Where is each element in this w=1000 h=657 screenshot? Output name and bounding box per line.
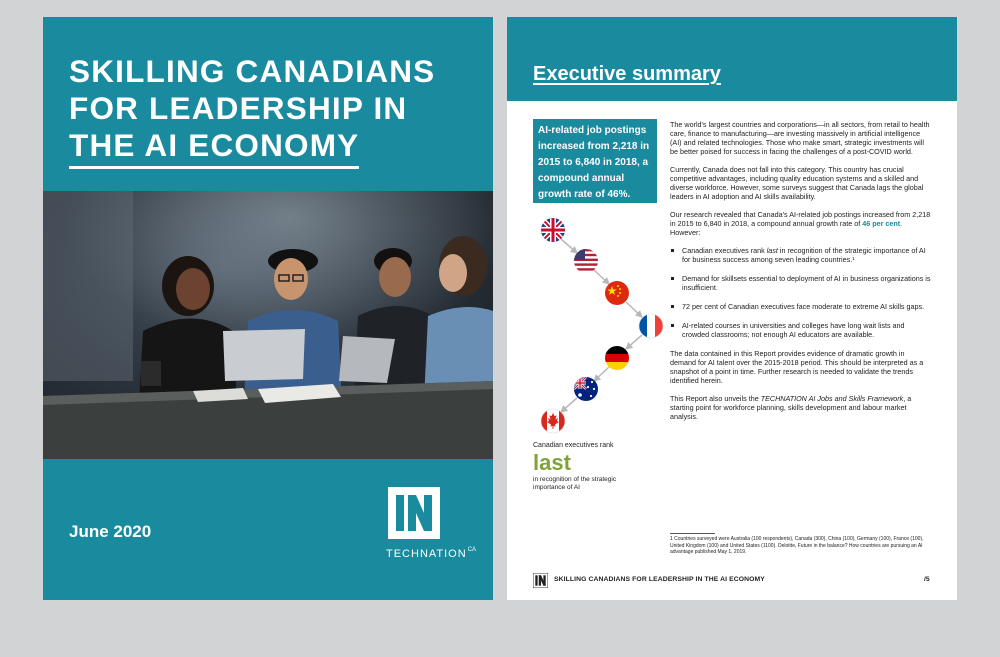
paragraph-research xyxy=(670,210,932,237)
page-number: /5 xyxy=(924,576,930,583)
research-text: Our research revealed that Canada's AI-related job postings increased from 2,218 in 2015 to 6,840 in 2018, a compound annual growth rate of xyxy=(670,210,931,228)
report-cover xyxy=(43,17,493,600)
cover-title xyxy=(69,53,489,169)
summary-body xyxy=(670,120,932,430)
paragraph-closing: The data contained in this Report provides evidence of dramatic growth in demand for AI talent over the 2015-2018 period. This should be interpreted as a snapshot of a point in time. Further research is needed to validate the trends identified herein. xyxy=(670,349,924,385)
findings-list xyxy=(670,246,932,339)
bullet-text: Canadian executives rank xyxy=(682,246,767,255)
logo-text: TECHNATION xyxy=(386,548,467,560)
team-meeting-photo xyxy=(43,191,493,459)
logo-superscript: CA xyxy=(467,547,477,553)
footnote-divider xyxy=(670,533,715,534)
framework-text: This Report also unveils the xyxy=(670,394,761,403)
technation-logo-icon xyxy=(388,487,440,539)
bullet-emphasis: last xyxy=(766,246,778,255)
framework-name: TECHNATION AI Jobs and Skills Framework xyxy=(760,394,904,403)
executive-summary-page xyxy=(507,17,957,600)
list-item: 72 per cent of Canadian executives face moderate to extreme AI skills gaps. xyxy=(670,302,932,311)
list-item: Demand for skillsets essential to deployment of AI in business organizations is insufficient. xyxy=(670,274,932,292)
logo-wordmark xyxy=(386,547,476,560)
footer-title: SKILLING CANADIANS FOR LEADERSHIP IN THE AI ECONOMY xyxy=(554,576,765,583)
research-tail: . However: xyxy=(670,219,903,237)
stat-callout: AI-related job postings increased from 2,218 in 2015 to 6,840 in 2018, a compound annual growth rate of 46%. xyxy=(533,119,657,203)
list-item xyxy=(670,246,932,264)
page-header xyxy=(507,17,957,101)
cover-title-line-1: SKILLING CANADIANS xyxy=(69,53,436,89)
page-heading: Executive summary xyxy=(533,63,721,85)
cover-title-line-2: FOR LEADERSHIP IN xyxy=(69,90,408,126)
list-item: AI-related courses in universities and colleges have long wait lists and crowded classrooms; not enough AI educators are available. xyxy=(670,321,932,339)
country-ranking-flags xyxy=(527,211,667,441)
uk-flag-icon xyxy=(541,218,565,242)
paragraph-canada: Currently, Canada does not fall into this category. This country has crucial competitive advantages, including quality education systems and a skilled and diverse workforce. However, some surveys suggest that Canada lags the global leaders in AI adoption and AI skills availability. xyxy=(670,165,924,201)
germany-flag-icon xyxy=(605,346,629,370)
growth-rate-highlight: 46 per cent xyxy=(862,219,901,228)
rank-value: last xyxy=(533,450,571,475)
australia-flag-icon xyxy=(574,377,598,401)
rank-description: in recognition of the strategic importance of AI xyxy=(533,476,617,491)
footer-logo-icon xyxy=(533,573,548,588)
usa-flag-icon xyxy=(574,249,598,273)
footnote: 1 Countries surveyed were Australia (100 respondents), Canada (300), China (100), Germany (100), France (100), United Kingdom (100) and United States (1100). Deloitte, Future in the balance? How countries are pursuing an AI advantage published May 1, 2019. xyxy=(670,536,924,555)
framework-tail: , a starting point for workforce planning, skills development and labour market analysis. xyxy=(670,394,912,421)
bullet-text-tail: in recognition of the strategic importance of AI for business success among seven leading countries.¹ xyxy=(682,246,926,264)
rank-caption: Canadian executives rank xyxy=(533,442,614,449)
china-flag-icon xyxy=(605,281,629,305)
cover-title-line-3: THE AI ECONOMY xyxy=(69,127,359,169)
paragraph-intro: The world's largest countries and corporations—in all sectors, from retail to health care, finance to manufacturing—are investing massively in artificial intelligence (AI) and related technologies. Those who make smart, strategic investments will be better poised for success in facing the challenges of a post-COVID world. xyxy=(670,120,930,156)
paragraph-framework xyxy=(670,394,932,421)
cover-date: June 2020 xyxy=(69,522,152,541)
